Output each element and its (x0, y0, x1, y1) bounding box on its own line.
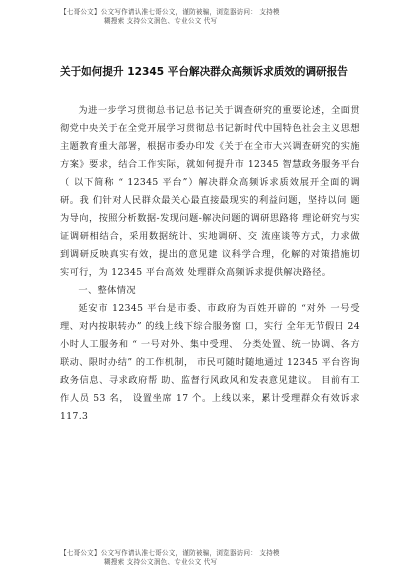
intro-paragraph: 为进一步学习贯彻总书记总书记关于调查研究的重要论述，全面贯彻党中央关于在全党开展学习贯彻总书记新时代中国特色社会主义思想主题教育重大部署，根据市委办印发《关于在全市大兴调查研究的实施方案》要求，结合工作实际，就如何提升市 12345 智慧政务服务平台（ 以下简称 “ 12345 平台”）解决群众高频诉求质效展开全面的调研。我 们针对人民群众最关心最直接最现实的利益问题，坚持以问 题为导向，按照分析数据-发现问题-解决问题的调研思路将 理论研究与实证调研相结合，采用数据统计、实地调研、交 流座谈等方式，力求做到调研反映真实有效，提出的意见建 议科学合理，化解的对策措施切实可行，为 12345 平台高效 处理群众高频诉求提供解决路径。 (60, 105, 360, 278)
footer-notice-line2: 糊搜索 支持公文润色、专业公文 代写 (104, 558, 218, 566)
overview-paragraph: 延安市 12345 平台是市委、市政府为百姓开辟的 “对外 一号受理、对内按职转办” 的线上线下综合服务窗 口，实行 全年无节假日 24 小时人工服务和 “ 一号对外、集中受理、 分类处置、统一协调、各方联动、限时办结” 的工作机制， 市民可随时随地通过 12345 平台咨询政务信息、寻求政府帮 助、监督行风政风和发表意见建议。 目前有工作人员 53 名， 设置坐席 17 个。上线以来，累计受理群众有效诉求 117.3 (60, 303, 360, 422)
header-notice-line2: 糊搜索 支持公文润色、专业公文 代写 (104, 17, 218, 25)
header-notice (60, 8, 380, 26)
footer-notice (60, 549, 380, 567)
footer-notice-line1: 【七哥公文】公文写作请认准七哥公文，谨防被骗，浏览器访问： 支持模 (60, 549, 280, 557)
section-heading-overview: 一、整体情况 (78, 285, 136, 296)
document-title: 关于如何提升 12345 平台解决群众高频诉求质效的调研报告 (60, 66, 348, 78)
header-notice-line1: 【七哥公文】公文写作请认准七哥公文，谨防被骗，浏览器访问： 支持模 (60, 8, 280, 16)
document-body (60, 102, 360, 426)
